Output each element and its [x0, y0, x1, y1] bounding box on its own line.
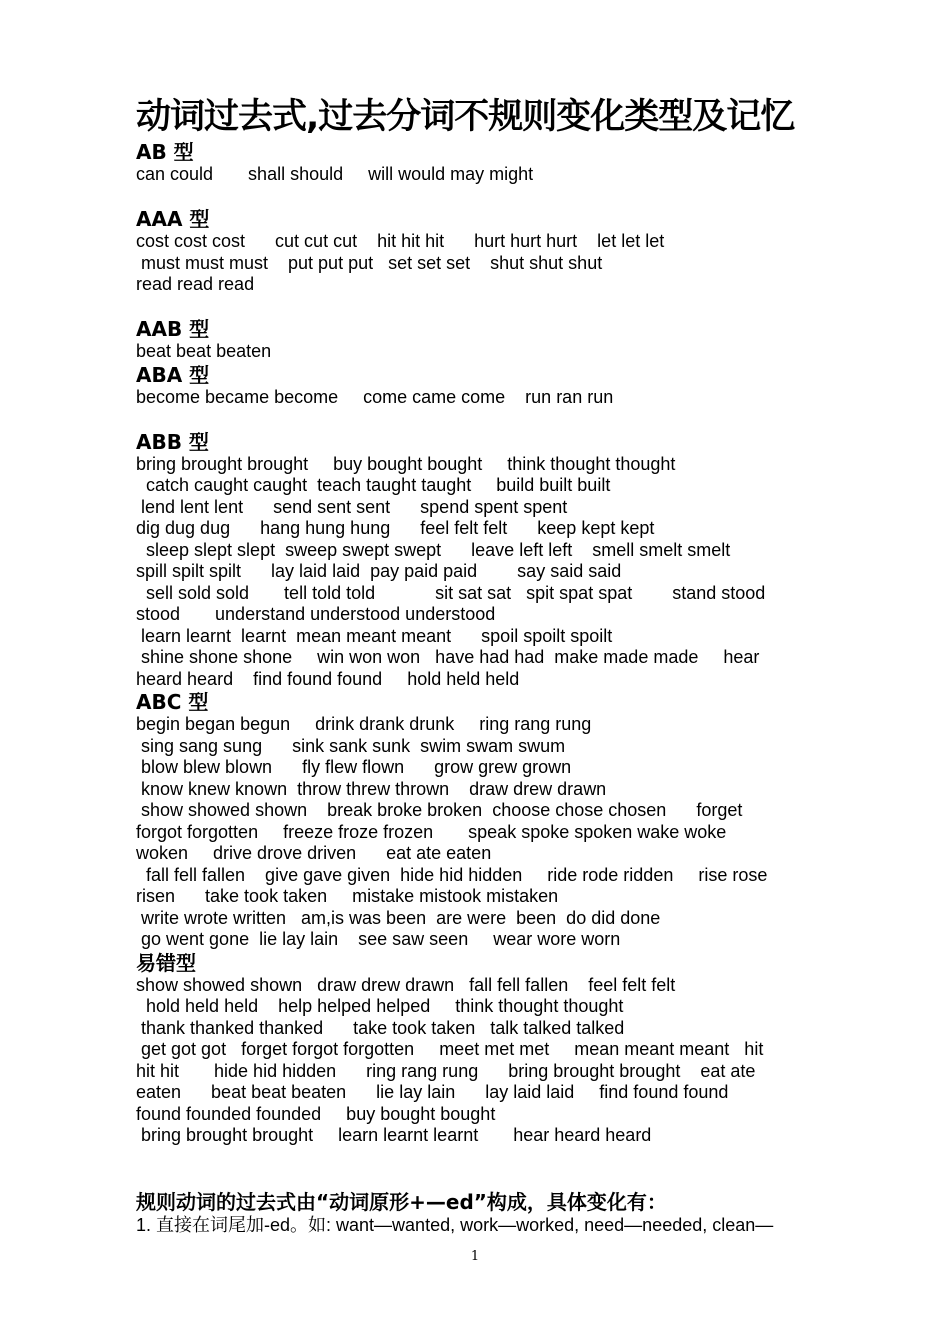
- verb-line: fall fell fallen give gave given hide hid hidden ride rode ridden rise rose: [136, 864, 768, 885]
- verb-line: risen take took taken mistake mistook mistaken: [136, 886, 559, 906]
- page-number: 1: [470, 1249, 480, 1264]
- verb-line: shine shone shone win won won have had had make made made hear: [136, 647, 760, 667]
- verb-line: become became become come came come run ran run: [136, 386, 614, 407]
- verb-line: thank thanked thanked take took taken talk talked talked: [136, 1017, 625, 1038]
- verb-line: bring brought brought learn learnt learnt hear heard heard: [136, 1125, 652, 1145]
- section-heading-ab: AB 型: [136, 140, 194, 164]
- verb-line: begin began begun drink drank drunk ring rang rung: [136, 714, 592, 734]
- verb-line: sleep slept slept sweep swept swept leave left left smell smelt smelt: [136, 539, 731, 560]
- section-regular: [136, 1190, 826, 1236]
- verb-line: sing sang sung sink sank sunk swim swam swum: [136, 735, 566, 756]
- spacer: [136, 408, 826, 430]
- section-aaa: [136, 207, 826, 296]
- rule-line: 1. 直接在词尾加-ed。如: want—wanted, work—worked, need—needed, clean—: [136, 1214, 774, 1235]
- section-heading-regular: 规则动词的过去式由“动词原形+—ed”构成，具体变化有：: [136, 1189, 667, 1214]
- verb-line: show showed shown draw drew drawn fall fell fallen feel felt felt: [136, 974, 676, 995]
- section-heading-aba: ABA 型: [136, 362, 210, 387]
- section-heading-abb: ABB 型: [136, 429, 209, 454]
- verb-line: can could shall should will would may might: [136, 164, 534, 184]
- spacer: [136, 186, 826, 208]
- verb-line: show showed shown break broke broken choose chose chosen forget: [136, 800, 743, 820]
- verb-line: learn learnt learnt mean meant meant spoil spoilt spoilt: [136, 625, 613, 646]
- verb-line: found founded founded buy bought bought: [136, 1103, 496, 1124]
- section-heading-abc: ABC 型: [136, 690, 209, 714]
- verb-line: spill spilt spilt lay laid laid pay paid paid say said said: [136, 561, 622, 581]
- verb-line: sell sold sold tell told told sit sat sat spit spat spat stand stood: [136, 582, 766, 603]
- verb-line: eaten beat beat beaten lie lay lain lay laid laid find found found: [136, 1082, 729, 1102]
- verb-line: get got got forget forgot forgotten meet met met mean meant meant hit: [136, 1039, 764, 1059]
- verb-line: dig dug dug hang hung hung feel felt felt keep kept kept: [136, 518, 655, 538]
- verb-line: lend lent lent send sent sent spend spent spent: [136, 496, 568, 517]
- verb-line: heard heard find found found hold held held: [136, 668, 520, 689]
- section-heading-aab: AAB 型: [136, 317, 210, 341]
- document-page: [136, 94, 826, 1236]
- section-confusable: [136, 951, 826, 1147]
- verb-line: must must must put put put set set set shut shut shut: [136, 252, 603, 273]
- section-abb: [136, 430, 826, 691]
- spacer: [136, 1147, 826, 1190]
- verb-line: know knew known throw threw thrown draw drew drawn: [136, 778, 607, 799]
- verb-line: bring brought brought buy bought bought think thought thought: [136, 453, 676, 474]
- verb-line: hold held held help helped helped think thought thought: [136, 996, 624, 1016]
- verb-line: stood understand understood understood: [136, 604, 496, 624]
- verb-line: beat beat beaten: [136, 341, 272, 361]
- document-title: 动词过去式,过去分词不规则变化类型及记忆: [136, 97, 795, 137]
- verb-line: go went gone lie lay lain see saw seen wear wore worn: [136, 929, 621, 949]
- verb-line: read read read: [136, 274, 255, 294]
- section-heading-confusable: 易错型: [136, 950, 196, 975]
- spacer: [136, 296, 826, 318]
- section-heading-aaa: AAA 型: [136, 207, 210, 231]
- verb-line: write wrote written am,is was been are were been do did done: [136, 907, 661, 928]
- verb-line: forgot forgotten freeze froze frozen speak spoke spoken wake woke: [136, 821, 727, 842]
- verb-line: catch caught caught teach taught taught build built built: [136, 475, 611, 495]
- verb-line: blow blew blown fly flew flown grow grew grown: [136, 757, 572, 777]
- verb-line: cost cost cost cut cut cut hit hit hit hurt hurt hurt let let let: [136, 231, 665, 251]
- verb-line: woken drive drove driven eat ate eaten: [136, 843, 492, 863]
- verb-line: hit hit hide hid hidden ring rang rung bring brought brought eat ate: [136, 1060, 756, 1081]
- section-abc: [136, 690, 826, 951]
- section-ab: [136, 140, 826, 186]
- section-aba: [136, 363, 826, 409]
- section-aab: [136, 317, 826, 363]
